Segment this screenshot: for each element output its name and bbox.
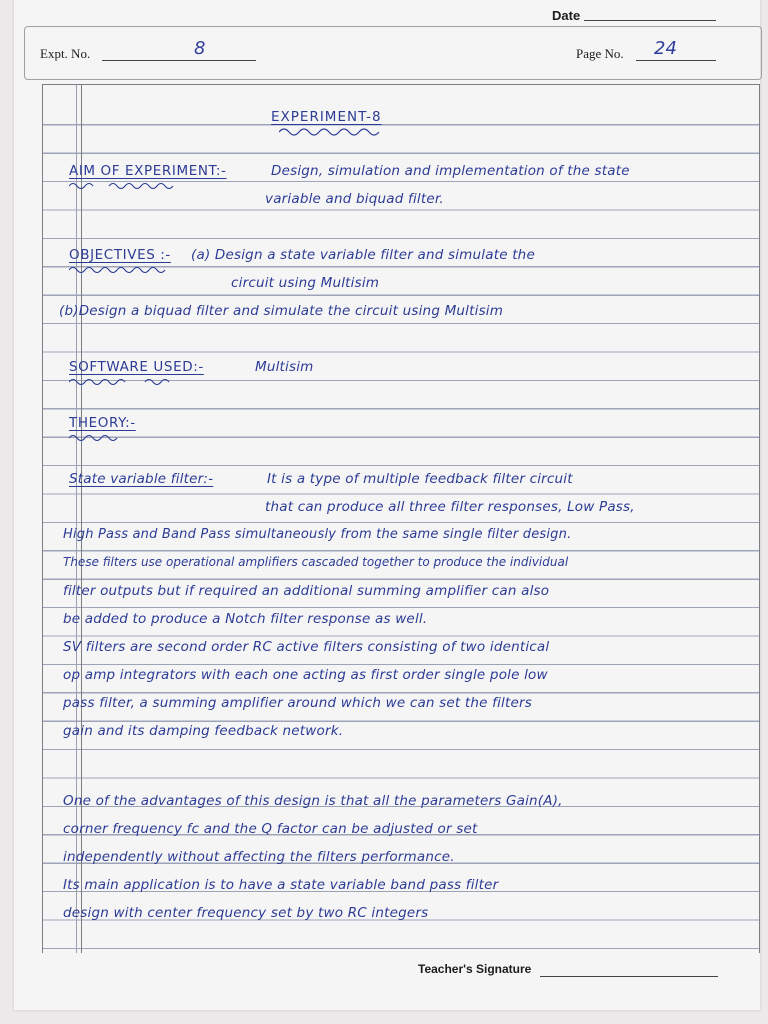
aim-squiggle [69,181,239,191]
svf-line-1: It is a type of multiple feedback filter circuit [267,471,573,487]
aim-heading: AIM OF EXPERIMENT:- [69,163,227,179]
aim-text-line-2: variable and biquad filter. [265,191,444,207]
title-squiggle [279,127,389,137]
software-value: Multisim [255,359,314,375]
advantage-line-2: corner frequency fc and the Q factor can be adjusted or set [63,821,478,837]
objectives-squiggle [69,265,179,275]
software-squiggle [69,377,209,387]
svf-line-4: These filters use operational amplifiers cascaded together to produce the individual [63,555,569,569]
ruled-area [42,84,760,953]
theory-squiggle [69,433,119,443]
date-label: Date [552,8,581,23]
svf-line-6: be added to produce a Notch filter response as well. [63,611,428,627]
svf-line-8: op amp integrators with each one acting as first order single pole low [63,667,548,683]
advantage-line-5: design with center frequency set by two RC integers [63,905,429,921]
svf-line-10: gain and its damping feedback network. [63,723,344,739]
experiment-title: EXPERIMENT-8 [271,109,382,125]
page-no-line [636,60,716,61]
header-box [24,26,762,80]
svf-line-7: SV filters are second order RC active filters consisting of two identical [63,639,550,655]
svf-line-2: that can produce all three filter responses, Low Pass, [265,499,635,515]
expt-no-line [102,60,256,61]
advantage-line-4: Its main application is to have a state variable band pass filter [63,877,499,893]
theory-heading: THEORY:- [69,415,136,431]
software-heading: SOFTWARE USED:- [69,359,204,375]
objective-a-line-1: (a) Design a state variable filter and simulate the [191,247,535,263]
advantage-line-3: independently without affecting the filters performance. [63,849,455,865]
aim-text-line-1: Design, simulation and implementation of the state [271,163,630,179]
svf-heading: State variable filter:- [69,471,214,487]
page-no-value: 24 [654,38,677,59]
notebook-page [14,0,760,1010]
expt-no-label: Expt. No. [40,46,91,61]
objectives-heading: OBJECTIVES :- [69,247,171,263]
objective-b: (b)Design a biquad filter and simulate the circuit using Multisim [59,303,504,319]
svf-line-3: High Pass and Band Pass simultaneously from the same single filter design. [63,527,572,542]
page-no-label: Page No. [576,46,624,61]
svf-line-9: pass filter, a summing amplifier around which we can set the filters [63,695,532,711]
teacher-signature-line [540,976,718,977]
objective-a-line-2: circuit using Multisim [231,275,380,291]
expt-no-value: 8 [194,38,206,59]
svf-line-5: filter outputs but if required an additional summing amplifier can also [63,583,550,599]
advantage-line-1: One of the advantages of this design is that all the parameters Gain(A), [63,793,563,809]
teacher-signature-label: Teacher's Signature [418,962,532,976]
date-line [584,20,716,21]
